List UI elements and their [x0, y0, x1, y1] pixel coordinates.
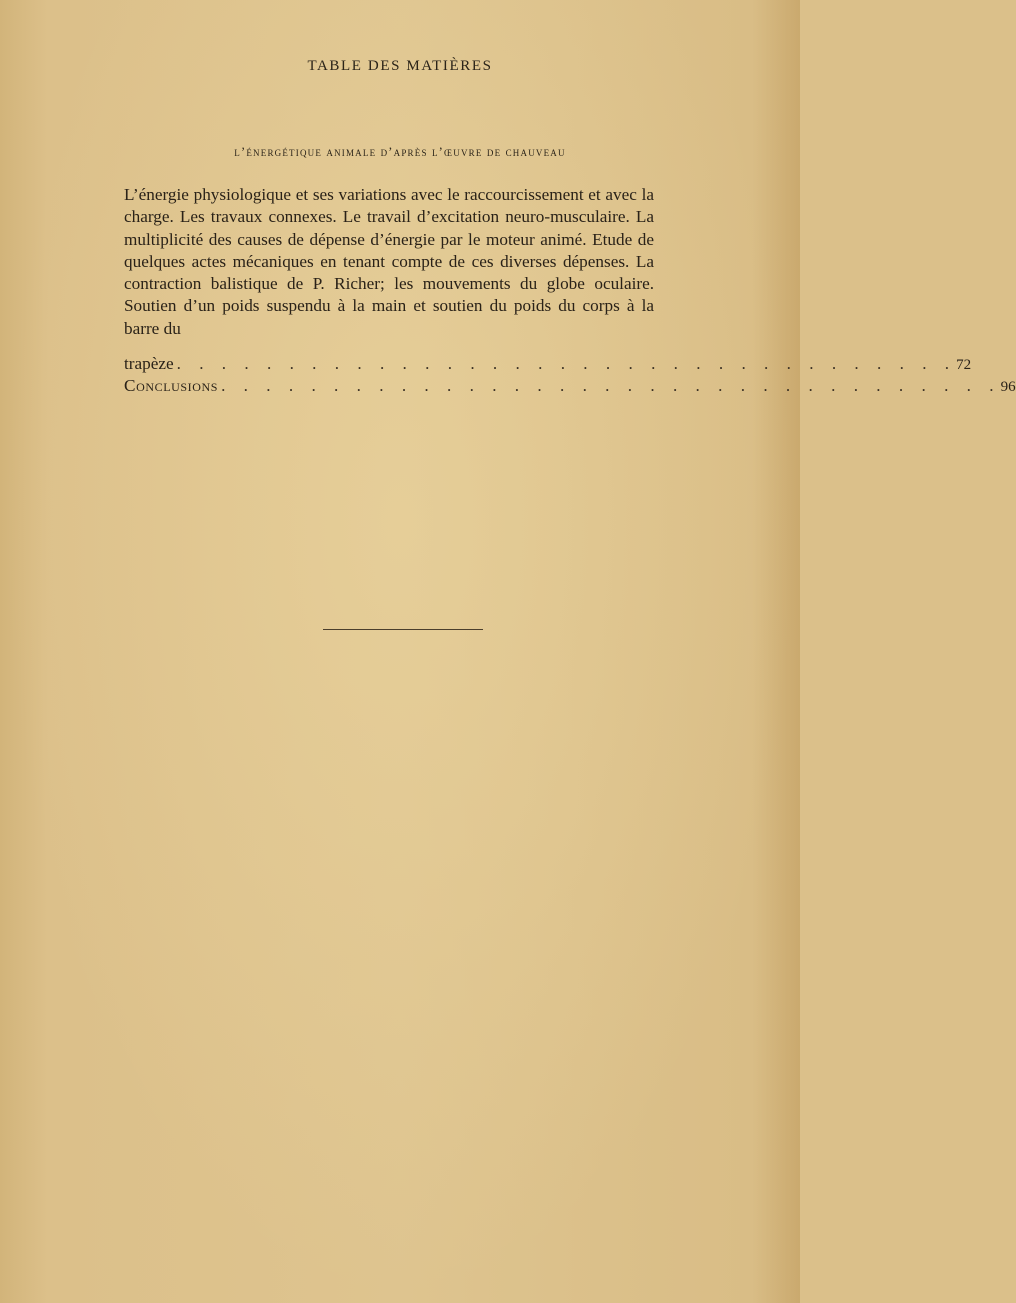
toc-entry-text: L’énergie physiologique et ses variations avec le raccourcissement et avec la charge. Les travaux connexes. Le travail d’excitation neuro-musculaire. La multiplicité des causes de dépense d’énergie par le moteur animé. Etude de quelques actes mécaniques en tenant compte de ces diverses dépenses. La contraction balistique de P. Richer; les mouvements du globe oculaire. Soutien d’un poids suspendu à la main et soutien du poids du corps à la barre du — [124, 185, 654, 338]
toc-entry-page-number: 72 — [956, 357, 972, 373]
toc-entry-last-word: trapèze — [124, 354, 174, 373]
leader-dots: . . . . . . . . . . . . . . . . . . . . . . . . . . . . . . . . . . . — [176, 354, 957, 373]
leader-dots: . . . . . . . . . . . . . . . . . . . . . . . . . . . . . . . . . . . — [221, 376, 1001, 395]
conclusions-page-number: 96 — [1000, 379, 1016, 395]
toc-line-conclusions — [124, 376, 1016, 396]
page-header: TABLE DES MATIÈRES — [307, 58, 493, 74]
conclusions-label: Conclusions — [124, 376, 219, 395]
toc-line-trapeze — [124, 354, 972, 374]
end-rule-divider — [323, 629, 483, 630]
section-title: l’énergétique animale d’après l’œuvre de chauveau — [234, 145, 566, 159]
